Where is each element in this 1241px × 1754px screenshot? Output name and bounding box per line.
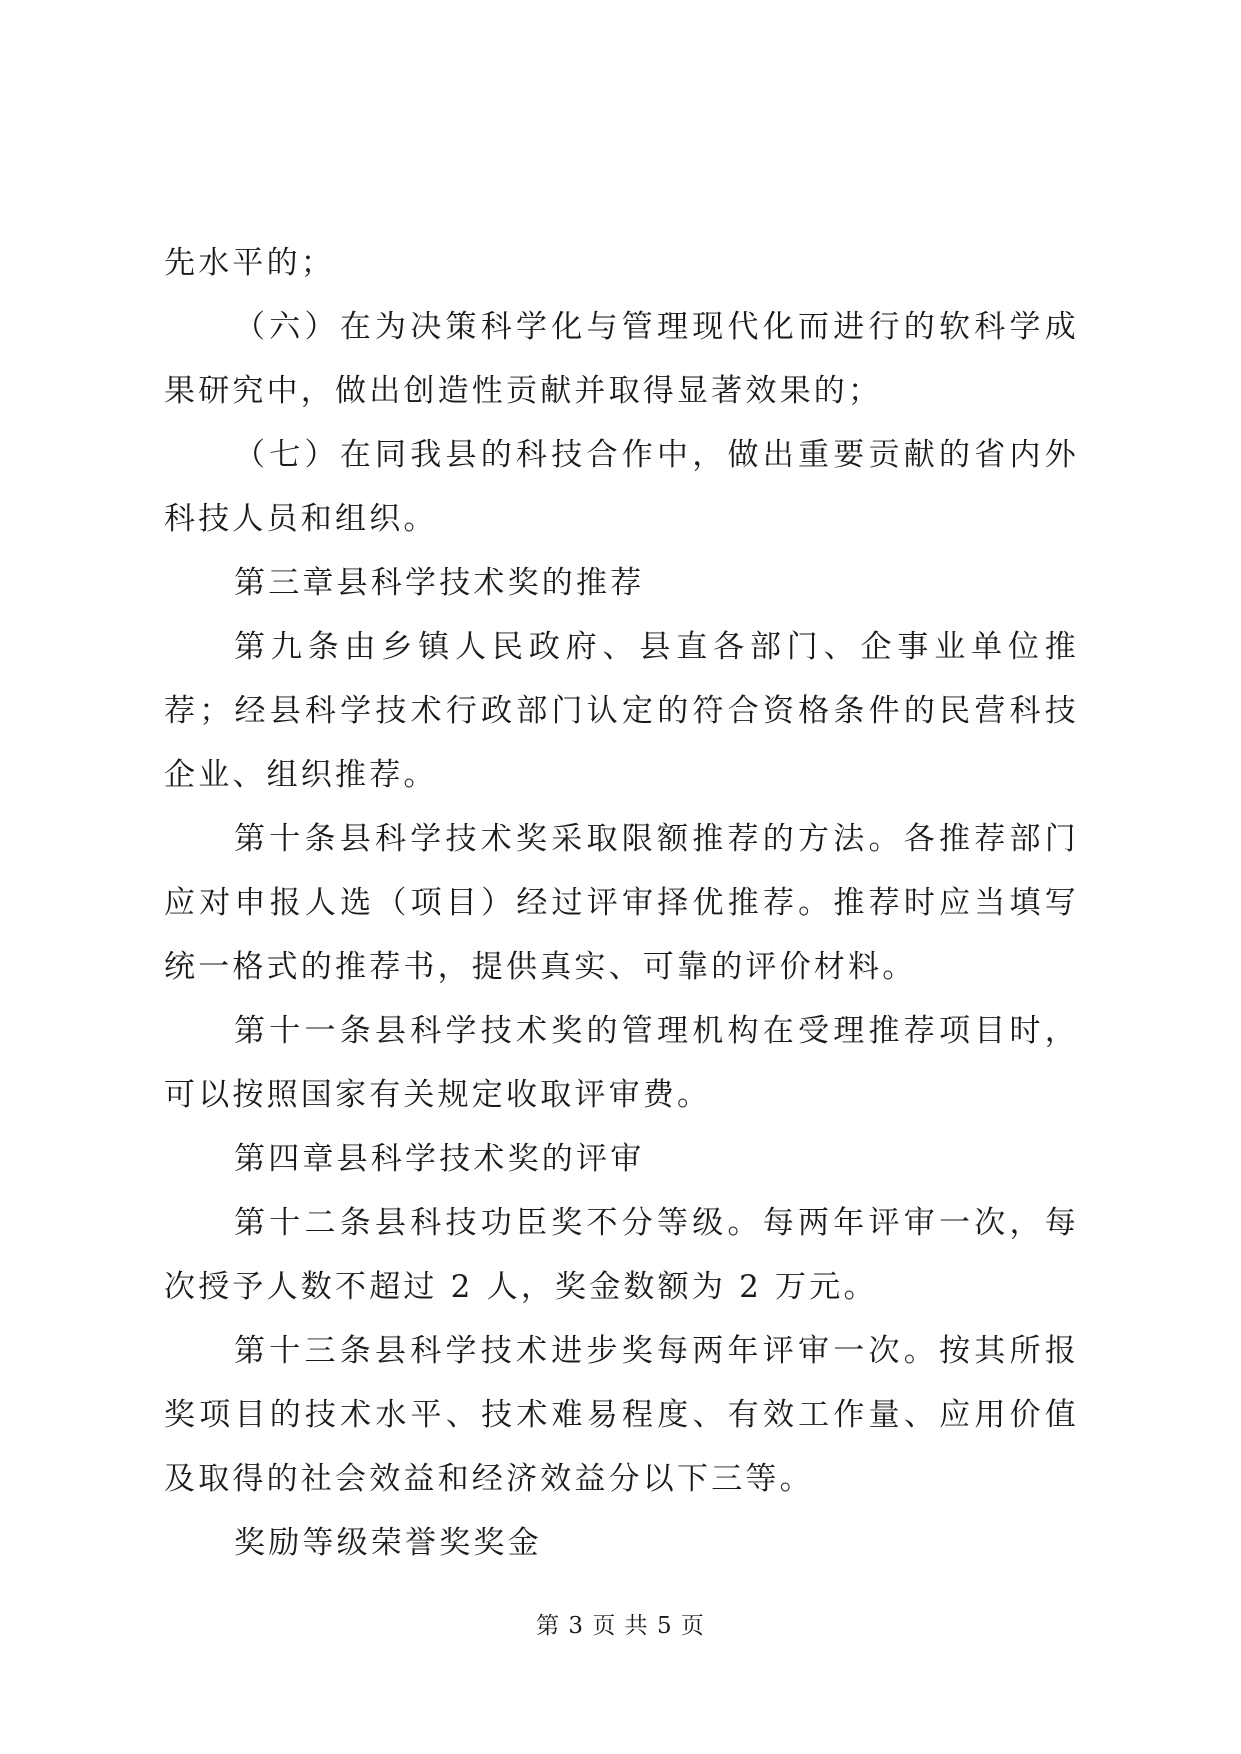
award-table-header: 奖励等级荣誉奖奖金: [234, 1525, 542, 1561]
paragraph-continuation: 先水平的；: [164, 245, 335, 281]
article-12: 第十二条县科技功臣奖不分等级。每两年评审一次，每次授予人数不超过 2 人，奖金数额为 2 万元。: [164, 1205, 1079, 1305]
article-9: 第九条由乡镇人民政府、县直各部门、企事业单位推荐；经县科学技术行政部门认定的符合资格条件的民营科技企业、组织推荐。: [164, 629, 1079, 793]
chapter-3-heading: 第三章县科学技术奖的推荐: [234, 565, 645, 601]
chapter-4-heading: 第四章县科学技术奖的评审: [234, 1141, 645, 1177]
paragraph-item-7: （七）在同我县的科技合作中，做出重要贡献的省内外科技人员和组织。: [164, 437, 1079, 537]
paragraph-item-6: （六）在为决策科学化与管理现代化而进行的软科学成果研究中，做出创造性贡献并取得显著效果的；: [164, 309, 1079, 409]
document-body: [164, 231, 1079, 1575]
page-number-footer: 第 3 页 共 5 页: [536, 1613, 705, 1639]
article-10: 第十条县科学技术奖采取限额推荐的方法。各推荐部门应对申报人选（项目）经过评审择优推荐。推荐时应当填写统一格式的推荐书，提供真实、可靠的评价材料。: [164, 821, 1079, 985]
article-11: 第十一条县科学技术奖的管理机构在受理推荐项目时，可以按照国家有关规定收取评审费。: [164, 1013, 1079, 1113]
article-13: 第十三条县科学技术进步奖每两年评审一次。按其所报奖项目的技术水平、技术难易程度、有效工作量、应用价值及取得的社会效益和经济效益分以下三等。: [164, 1333, 1079, 1497]
